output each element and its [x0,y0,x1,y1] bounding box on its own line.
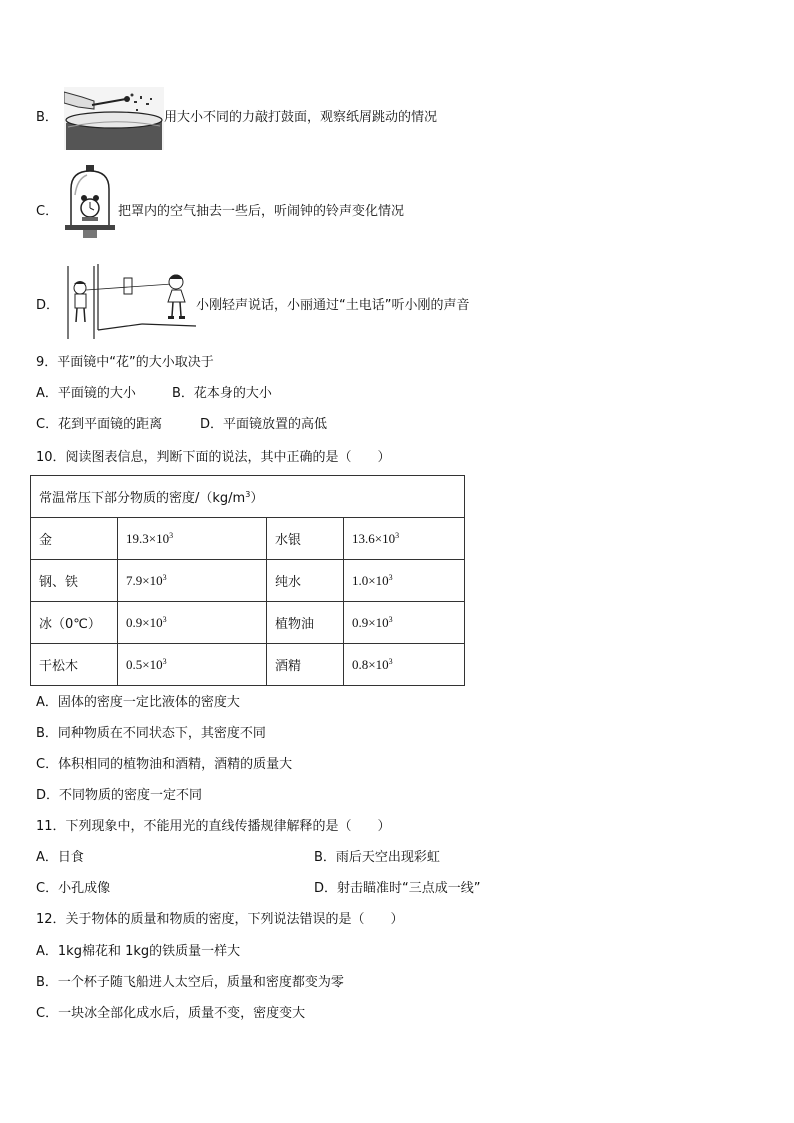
q8-option-d-letter: D． [36,298,60,313]
substance-name: 水银 [267,518,344,560]
q9-option-c: C．花到平面镜的距离 [36,417,163,432]
q10-option-b: B．同种物质在不同状态下，其密度不同 [36,726,266,741]
table-title-row [31,476,465,518]
substance-name: 金 [31,518,118,560]
q10-option-c: C．体积相同的植物油和酒精，酒精的质量大 [36,757,293,772]
substance-name: 纯水 [267,560,344,602]
q12-stem: 12．关于物体的质量和物质的密度，下列说法错误的是（ ） [36,912,404,927]
density-value: $0.5\times 10^3$ [118,644,267,686]
string-telephone-illustration [64,264,196,339]
table-row [31,560,465,602]
q10-option-d: D．不同物质的密度一定不同 [36,788,203,803]
table-row [31,602,465,644]
density-table [30,475,465,686]
substance-name: 植物油 [267,602,344,644]
q11-option-d: D．射击瞄准时“三点成一线” [314,881,481,896]
bell-jar-illustration [63,165,117,239]
q11-stem: 11．下列现象中，不能用光的直线传播规律解释的是（ ） [36,819,391,834]
q9-option-b: B．花本身的大小 [172,386,272,401]
density-value: $7.9\times 10^3$ [118,560,267,602]
q10-stem: 10．阅读图表信息，判断下面的说法，其中正确的是（ ） [36,450,391,465]
q8-option-b-letter: B． [36,110,58,125]
substance-name: 酒精 [267,644,344,686]
q9-stem: 9．平面镜中“花”的大小取决于 [36,355,214,370]
q12-option-c: C．一块冰全部化成水后，质量不变，密度变大 [36,1006,306,1021]
density-value: $19.3\times 10^3$ [118,518,267,560]
density-value: $0.9\times 10^3$ [344,602,465,644]
q8-option-c-letter: C． [36,204,59,219]
table-row [31,644,465,686]
density-value: $13.6\times 10^3$ [344,518,465,560]
q8-option-d-text: 小刚轻声说话，小丽通过“土电话”听小刚的声音 [196,298,470,313]
substance-name: 钢、铁 [31,560,118,602]
density-value: $0.9\times 10^3$ [118,602,267,644]
q8-option-b-text: 用大小不同的力敲打鼓面，观察纸屑跳动的情况 [164,110,438,125]
q10-option-a: A．固体的密度一定比液体的密度大 [36,695,240,710]
q9-option-d: D．平面镜放置的高低 [200,417,328,432]
drum-illustration [64,87,164,150]
q12-option-b: B．一个杯子随飞船进人太空后，质量和密度都变为零 [36,975,344,990]
q8-option-c-text: 把罩内的空气抽去一些后，听闹钟的铃声变化情况 [118,204,405,219]
density-value: $1.0\times 10^3$ [344,560,465,602]
table-row [31,518,465,560]
q11-option-c: C．小孔成像 [36,881,111,896]
q11-option-b: B．雨后天空出现彩虹 [314,850,440,865]
q12-option-a: A．1kg棉花和 1kg的铁质量一样大 [36,944,241,959]
substance-name: 干松木 [31,644,118,686]
density-value: $0.8\times 10^3$ [344,644,465,686]
q11-option-a: A．日食 [36,850,84,865]
table-title: 常温常压下部分物质的密度$/(kg/m^3)$ [31,476,465,518]
q9-option-a: A．平面镜的大小 [36,386,136,401]
substance-name: 冰（0℃） [31,602,118,644]
